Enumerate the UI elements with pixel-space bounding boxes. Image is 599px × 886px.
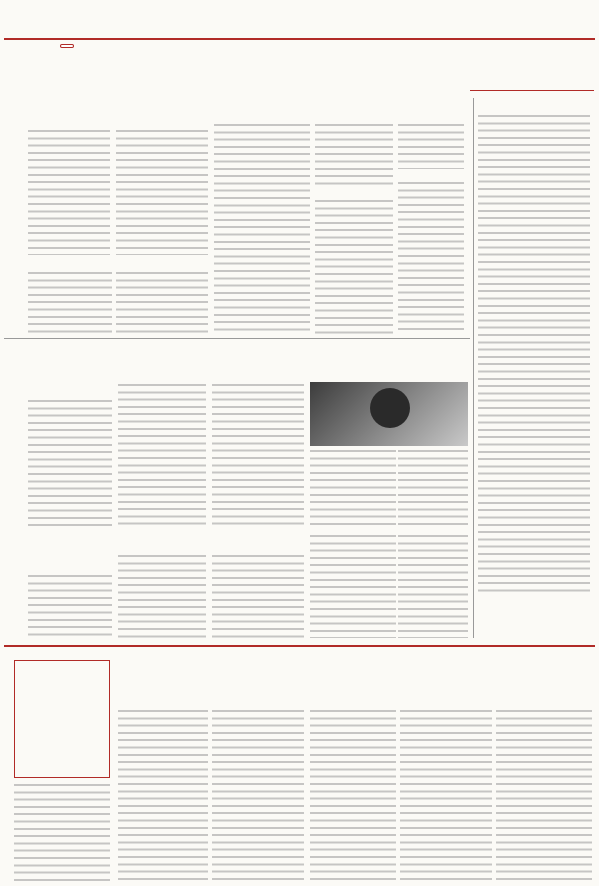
text-column xyxy=(212,555,304,638)
text-column xyxy=(214,124,310,334)
article2-illustration xyxy=(310,382,468,446)
text-column xyxy=(116,272,208,334)
text-column xyxy=(28,272,112,334)
section-divider xyxy=(4,338,470,339)
text-column xyxy=(315,124,393,186)
text-column xyxy=(28,400,112,528)
header-rule xyxy=(4,38,595,40)
text-column xyxy=(118,555,206,638)
text-column xyxy=(212,710,304,882)
text-column xyxy=(310,710,396,882)
pull-quote-box xyxy=(14,660,110,778)
text-column xyxy=(14,784,110,882)
text-column xyxy=(400,710,492,882)
person-silhouette-icon xyxy=(370,388,410,428)
text-column xyxy=(398,124,464,169)
text-column xyxy=(398,535,468,638)
text-column xyxy=(398,450,468,528)
side-text-column xyxy=(478,115,590,595)
series-tag xyxy=(60,44,74,48)
text-column xyxy=(118,384,206,528)
text-column xyxy=(310,535,396,638)
text-column xyxy=(310,450,396,528)
text-column xyxy=(28,575,112,638)
article3-rule xyxy=(4,645,595,647)
text-column xyxy=(116,130,208,255)
pull-quote-col xyxy=(28,130,110,255)
side-rule xyxy=(470,90,594,91)
text-column xyxy=(212,384,304,528)
text-column xyxy=(315,200,393,334)
column-divider xyxy=(473,98,474,638)
text-column xyxy=(118,710,208,882)
text-column xyxy=(496,710,592,882)
text-column xyxy=(398,182,464,334)
